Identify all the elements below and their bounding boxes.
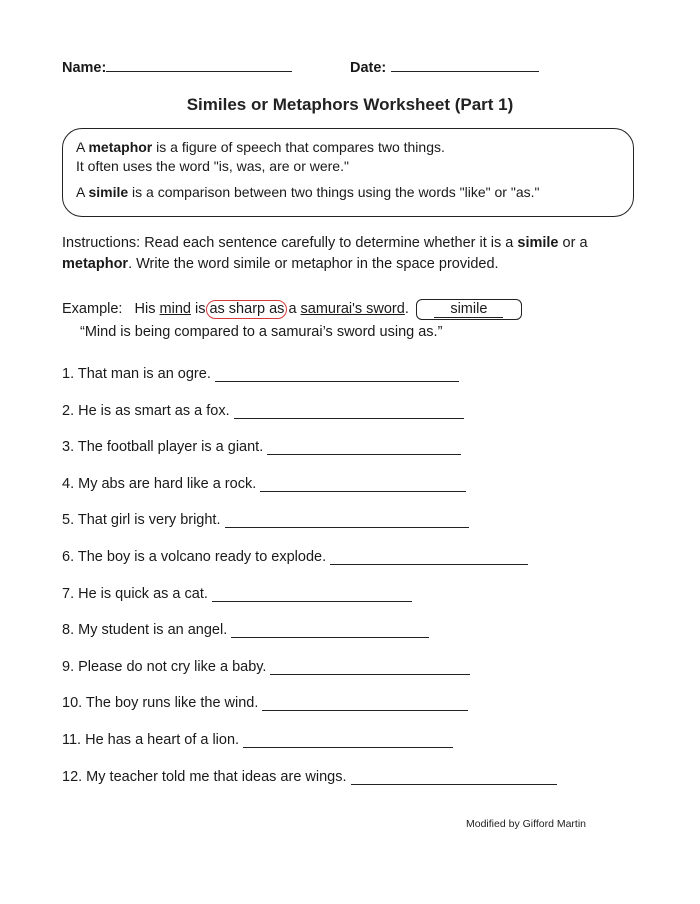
metaphor-pre: A [76,139,89,155]
definitions-box [62,128,634,217]
example-a: a [288,301,301,317]
question-item [62,549,662,586]
example-answer: simile [434,302,503,318]
question-item [62,366,662,403]
answer-blank[interactable] [267,439,461,455]
metaphor-text: is a figure of speech that compares two things. [152,139,445,155]
answer-blank[interactable] [234,403,464,419]
instructions-part2: or a [558,235,588,251]
header [62,58,562,76]
instructions-simile: simile [517,235,559,251]
question-item [62,622,662,659]
answer-blank[interactable] [225,512,469,528]
footer-credit: Modified by Gifford Martin [466,818,587,830]
answer-blank[interactable] [330,549,528,565]
example-is: is [190,301,206,317]
instructions-part3: . Write the word simile or metaphor in the space provided. [128,256,499,272]
question-text: 5. That girl is very bright. [62,512,221,529]
question-item [62,476,662,513]
answer-blank[interactable] [215,366,459,382]
example-answer-box [416,299,522,320]
question-item [62,695,662,732]
example-sentence [62,298,662,320]
metaphor-definition [76,138,633,157]
question-text: 1. That man is an ogre. [62,366,211,382]
question-text: 8. My student is an angel. [62,622,228,639]
question-item [62,403,662,440]
worksheet-title: Similes or Metaphors Worksheet (Part 1) [186,95,514,114]
date-group [350,58,539,76]
question-item [62,586,662,623]
instructions [62,233,652,275]
simile-text: is a comparison between two things using the words "like" or "as." [128,184,540,200]
question-text: 3. The football player is a giant. [62,439,264,456]
name-field[interactable] [106,58,292,72]
question-item [62,659,662,696]
answer-blank[interactable] [212,586,412,602]
instructions-part1: Instructions: Read each sentence carefully to determine whether it is a [62,235,518,251]
answer-blank[interactable] [260,476,466,492]
questions-list [62,366,662,805]
example-label: Example: [62,301,123,317]
answer-blank[interactable] [351,769,557,785]
simile-definition [76,183,633,202]
date-label: Date: [350,60,387,76]
simile-pre: A [76,184,89,200]
name-label: Name: [62,60,107,76]
answer-blank[interactable] [262,695,468,711]
date-field[interactable] [391,58,539,72]
answer-blank[interactable] [270,659,470,675]
example-mind: mind [159,301,191,317]
question-text: 12. My teacher told me that ideas are wings. [62,768,347,785]
question-text: 4. My abs are hard like a rock. [62,475,257,492]
question-text: 2. He is as smart as a fox. [62,402,230,419]
example-circled-phrase: as sharp as [206,300,287,319]
example-period: . [404,301,409,317]
question-text: 10. The boy runs like the wind. [62,695,259,712]
example-his: His [134,301,160,317]
metaphor-term: metaphor [88,139,153,155]
simile-term: simile [88,184,129,200]
example-section [62,298,662,340]
question-text: 9. Please do not cry like a baby. [62,658,267,675]
example-explanation: “Mind is being compared to a samurai’s sword using as.” [80,324,443,340]
question-item [62,769,662,806]
question-text: 7. He is quick as a cat. [62,585,208,602]
question-text: 11. He has a heart of a lion. [62,731,240,748]
question-text: 6. The boy is a volcano ready to explode. [62,548,327,565]
metaphor-definition-line2: It often uses the word "is, was, are or were." [76,158,349,174]
question-item [62,732,662,769]
instructions-metaphor: metaphor [62,256,129,272]
question-item [62,439,662,476]
answer-blank[interactable] [243,732,453,748]
answer-blank[interactable] [231,622,429,638]
question-item [62,512,662,549]
example-samurai: samurai's sword [300,301,405,317]
